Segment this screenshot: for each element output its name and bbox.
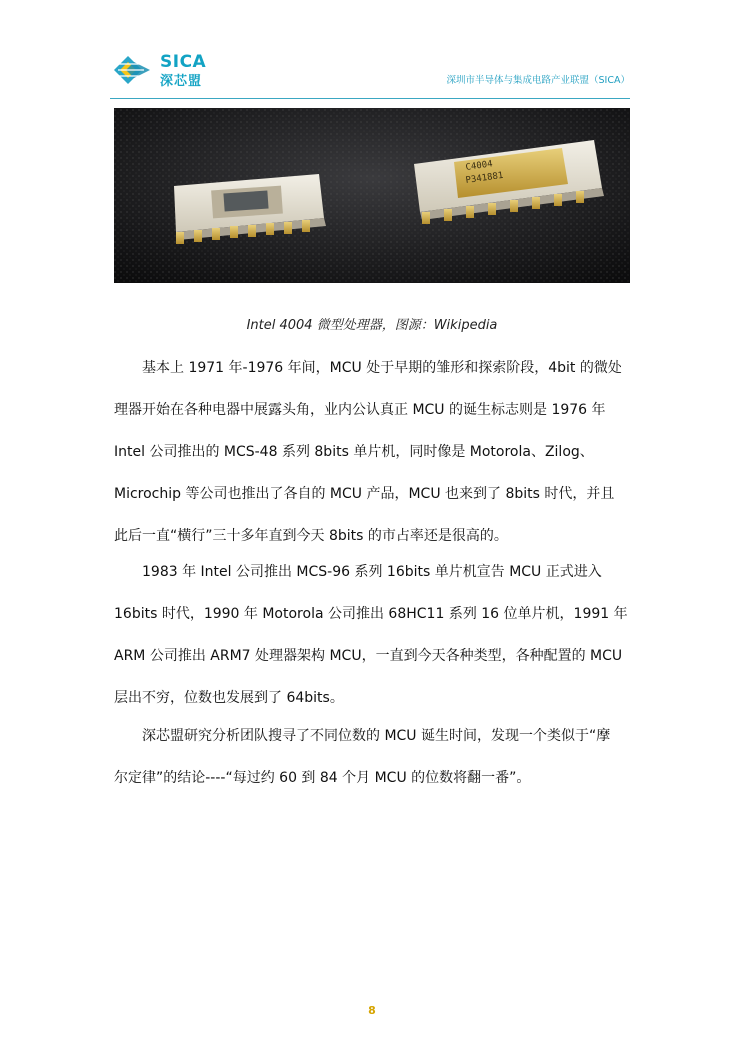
paragraph-line: 层出不穷，位数也发展到了 64bits。 (114, 690, 344, 706)
paragraph-line: Intel 公司推出的 MCS-48 系列 8bits 单片机，同时像是 Motorola、Zilog、 (114, 444, 594, 460)
intel-4004-photo (114, 108, 630, 283)
chip-label-1: C4004 (465, 159, 494, 173)
page-header (0, 0, 744, 100)
page-number: 8 (368, 1004, 376, 1017)
paragraph-line: 理器开始在各种电器中展露头角，业内公认真正 MCU 的诞生标志则是 1976 年 (114, 402, 606, 418)
logo-text: SICA (160, 52, 207, 72)
paragraph-line: ARM 公司推出 ARM7 处理器架构 MCU，一直到今天各种类型，各种配置的 MCU (114, 648, 623, 664)
organization-name: 深圳市半导体与集成电路产业联盟（SICA） (446, 75, 630, 86)
chip-photo-illustration (114, 108, 630, 283)
logo-subtext: 深芯盟 (160, 74, 203, 89)
header-divider (110, 98, 630, 99)
paragraph-line: 深芯盟研究分析团队搜寻了不同位数的 MCU 诞生时间，发现一个类似于“摩 (142, 728, 611, 744)
chip-label-2: P341881 (465, 170, 504, 186)
paragraph-line: 此后一直“横行”三十多年直到今天 8bits 的市占率还是很高的。 (114, 528, 508, 544)
paragraph-line: 16bits 时代，1990 年 Motorola 公司推出 68HC11 系列 16 位单片机，1991 年 (114, 606, 628, 622)
paragraph-line: 尔定律”的结论----“每过约 60 到 84 个月 MCU 的位数将翻一番”。 (114, 770, 531, 786)
figure-caption: Intel 4004 微型处理器，图源：Wikipedia (246, 318, 498, 333)
paragraph-line: 基本上 1971 年-1976 年间，MCU 处于早期的雏形和探索阶段，4bit 的微处 (142, 360, 622, 376)
sica-logo-icon (110, 52, 156, 88)
paragraph-line: 1983 年 Intel 公司推出 MCS-96 系列 16bits 单片机宣告 MCU 正式进入 (142, 564, 602, 580)
paragraph-line: Microchip 等公司也推出了各自的 MCU 产品，MCU 也来到了 8bits 时代，并且 (114, 486, 615, 502)
